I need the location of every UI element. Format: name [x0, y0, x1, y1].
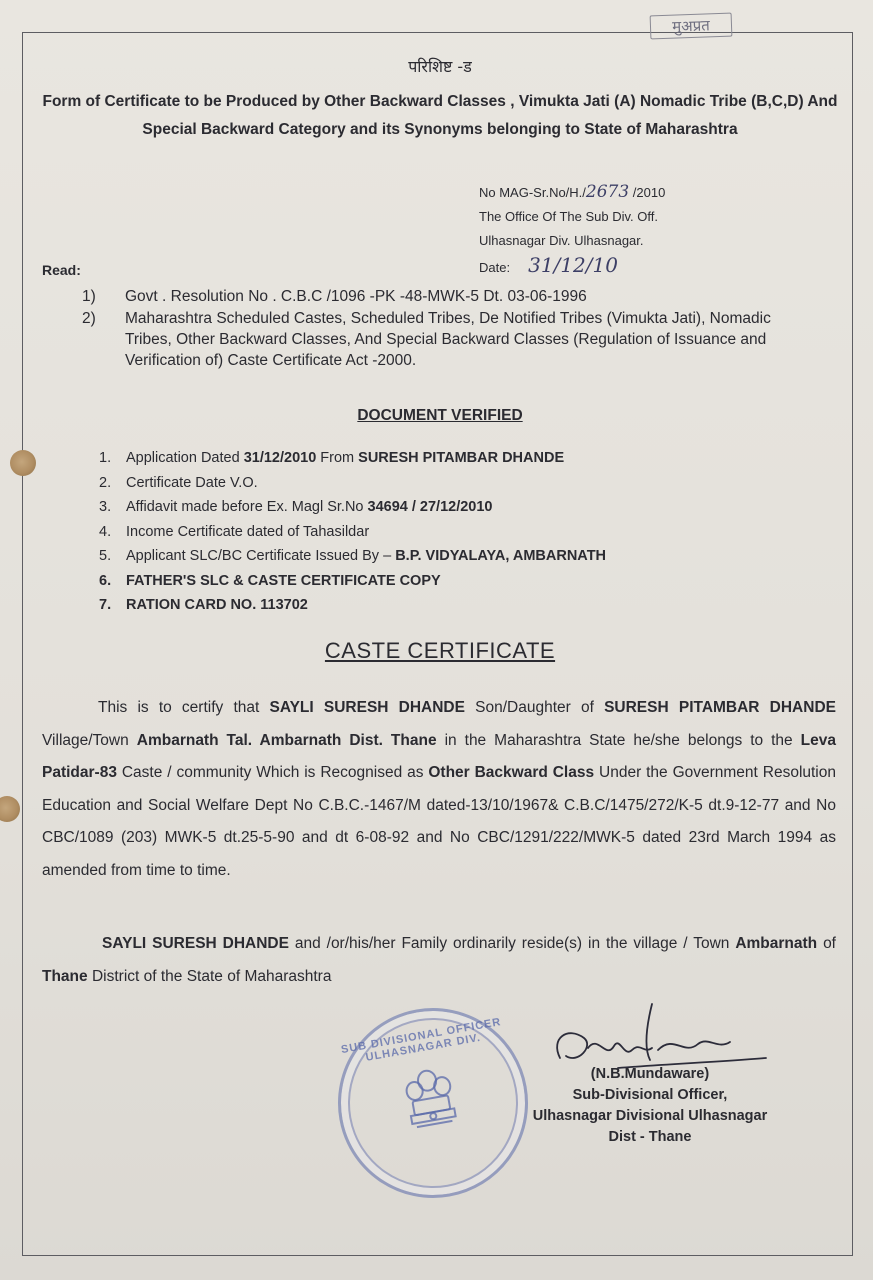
- handwritten-date: 31/12/10: [528, 253, 618, 277]
- signatory-block: [500, 1064, 800, 1148]
- reference-number: No MAG-Sr.No/H./2673 /2010: [479, 182, 666, 202]
- signatory-designation: Sub-Divisional Officer,: [572, 1087, 728, 1103]
- signatory-office: Ulhasnagar Divisional Ulhasnagar: [532, 1108, 768, 1124]
- seal-text: SUB DIVISIONAL OFFICER ULHASNAGAR DIV.: [340, 1016, 503, 1064]
- reference-office: The Office Of The Sub Div. Off.: [479, 209, 658, 224]
- document-verified-heading: DOCUMENT VERIFIED: [357, 407, 523, 424]
- read-list: [82, 286, 812, 372]
- read-item: 2) Maharashtra Scheduled Castes, Scheduled Tribes, De Notified Tribes (Vimukta Jati), Nomadic Tribes, Other Backward Classes, And Special Backward Classes (Regulation of Issuance and Verification of) Caste Certificate Act -2000.: [82, 310, 771, 369]
- list-item: 6. FATHER'S SLC & CASTE CERTIFICATE COPY: [99, 572, 441, 589]
- residence-paragraph: SAYLI SURESH DHANDE and /or/his/her Family ordinarily reside(s) in the village / Town Ambarnath of Thane District of the State of Maharashtra: [42, 935, 836, 985]
- verified-documents-list: [99, 446, 819, 618]
- signatory-district: Dist - Thane: [608, 1129, 692, 1145]
- read-item: 1) Govt . Resolution No . C.B.C /1096 -PK -48-MWK-5 Dt. 03-06-1996: [82, 288, 587, 305]
- list-item: 5. Applicant SLC/BC Certificate Issued By – B.P. VIDYALAYA, AMBARNATH: [99, 548, 607, 564]
- punch-hole-upper: [10, 450, 36, 476]
- reference-place: Ulhasnagar Div. Ulhasnagar.: [479, 233, 644, 248]
- handwritten-number: 2673: [585, 182, 630, 202]
- list-item: 4. Income Certificate dated of Tahasildar: [99, 523, 370, 540]
- annexure-heading: परिशिष्ट -ड: [408, 57, 472, 76]
- reference-date: Date: 31/12/10: [479, 253, 618, 277]
- reference-block: [479, 180, 665, 280]
- list-item: 7. RATION CARD NO. 113702: [99, 597, 308, 613]
- form-title: Form of Certificate to be Produced by Other Backward Classes , Vimukta Jati (A) Nomadic Tribe (B,C,D) And Special Backward Category and its Synonyms belonging to State of Maharashtra: [42, 93, 838, 138]
- certificate-body-paragraph: This is to certify that SAYLI SURESH DHANDE Son/Daughter of SURESH PITAMBAR DHANDE Village/Town Ambarnath Tal. Ambarnath Dist. Thane in the Maharashtra State he/she belongs to the Leva Patidar-83 Caste / community Which is Recognised as Other Backward Class Under the Government Resolution Education and Social Welfare Dept No C.B.C.-1467/M dated-13/10/1967& C.B.C/1475/272/K-5 dt.9-12-77 and No CBC/1089 (203) MWK-5 dt.25-5-90 and dt 6-08-92 and No CBC/1291/222/MWK-5 dated 23rd March 1994 as amended from time to time.: [42, 699, 837, 879]
- emblem-icon: [397, 1062, 464, 1141]
- list-item: 1. Application Dated 31/12/2010 From SURESH PITAMBAR DHANDE: [99, 450, 565, 466]
- read-label: Read:: [42, 262, 81, 278]
- signatory-name: (N.B.Mundaware): [590, 1066, 710, 1082]
- punch-hole-lower: [0, 796, 20, 822]
- list-item: 2. Certificate Date V.O.: [99, 474, 258, 491]
- list-item: 3. Affidavit made before Ex. Magl Sr.No 34694 / 27/12/2010: [99, 499, 493, 515]
- caste-certificate-title: CASTE CERTIFICATE: [324, 638, 556, 663]
- corner-handwritten-note: मुअप्रत: [650, 13, 733, 40]
